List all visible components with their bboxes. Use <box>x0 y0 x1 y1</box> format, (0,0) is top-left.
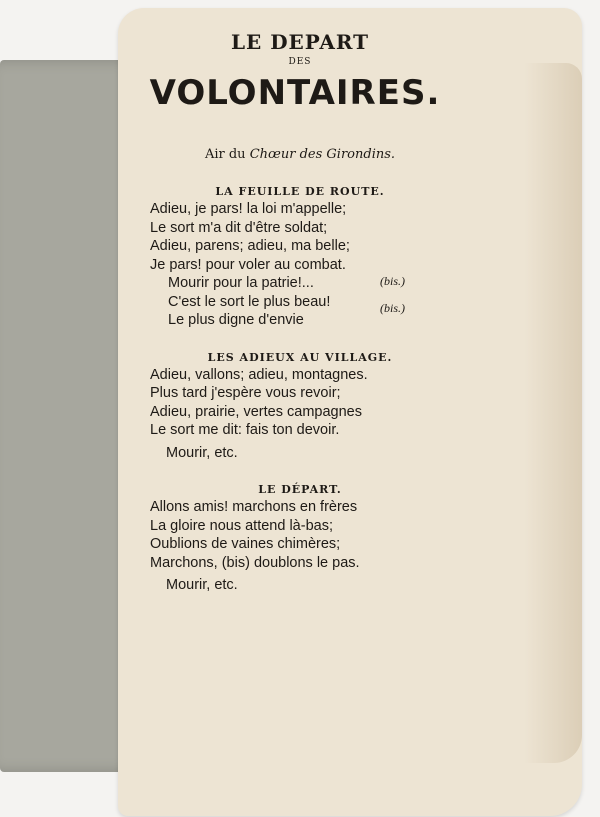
song-text <box>150 30 450 595</box>
air-tune: Chœur des Girondins. <box>249 147 396 162</box>
air-line <box>150 146 450 164</box>
title-line-2: DES <box>288 57 312 67</box>
section-heading: LA FEUILLE DE ROUTE. <box>215 185 385 198</box>
verse-line: Marchons, (bis) doublons le pas. <box>150 554 360 571</box>
verse-line: Le sort me dit: fais ton devoir. <box>150 422 340 438</box>
verse-line: La gloire nous attend là-bas; <box>150 517 333 534</box>
refrain-block <box>150 274 450 330</box>
air-prefix: Air du <box>204 147 250 162</box>
stanza-1 <box>150 184 450 330</box>
bis-mark: (bis.) <box>380 274 405 288</box>
verse-line: Allons amis! marchons en frères <box>150 499 358 515</box>
verse-line: Le sort m'a dit d'être soldat; <box>150 219 328 236</box>
verse-line: Adieu, prairie, vertes campagnes <box>150 403 362 420</box>
refrain-line: Mourir, etc. <box>166 444 238 461</box>
refrain-line: Mourir, etc. <box>166 577 238 593</box>
title-line-1: LE DEPART <box>230 30 370 54</box>
verse-line: Je pars! pour voler au combat. <box>150 256 346 273</box>
bis-mark: (bis.) <box>380 301 405 315</box>
stanza-2 <box>150 350 450 463</box>
section-heading: LE DÉPART. <box>258 483 342 496</box>
refrain-line: C'est le sort le plus beau! <box>168 293 331 310</box>
refrain-line: Le plus digne d'envie <box>168 312 304 328</box>
title-line-3: VOLONTAIRES. <box>149 73 441 113</box>
verse-line: Adieu, je pars! la loi m'appelle; <box>150 201 347 217</box>
verse-line: Plus tard j'espère vous revoir; <box>150 385 341 401</box>
refrain-line: Mourir pour la patrie!... <box>168 275 314 291</box>
verse-line: Oublions de vaines chimères; <box>150 536 341 552</box>
section-heading: LES ADIEUX AU VILLAGE. <box>207 350 393 364</box>
stanza-3 <box>150 482 450 595</box>
verse-line: Adieu, vallons; adieu, montagnes. <box>150 366 368 383</box>
verse-line: Adieu, parens; adieu, ma belle; <box>150 238 350 254</box>
